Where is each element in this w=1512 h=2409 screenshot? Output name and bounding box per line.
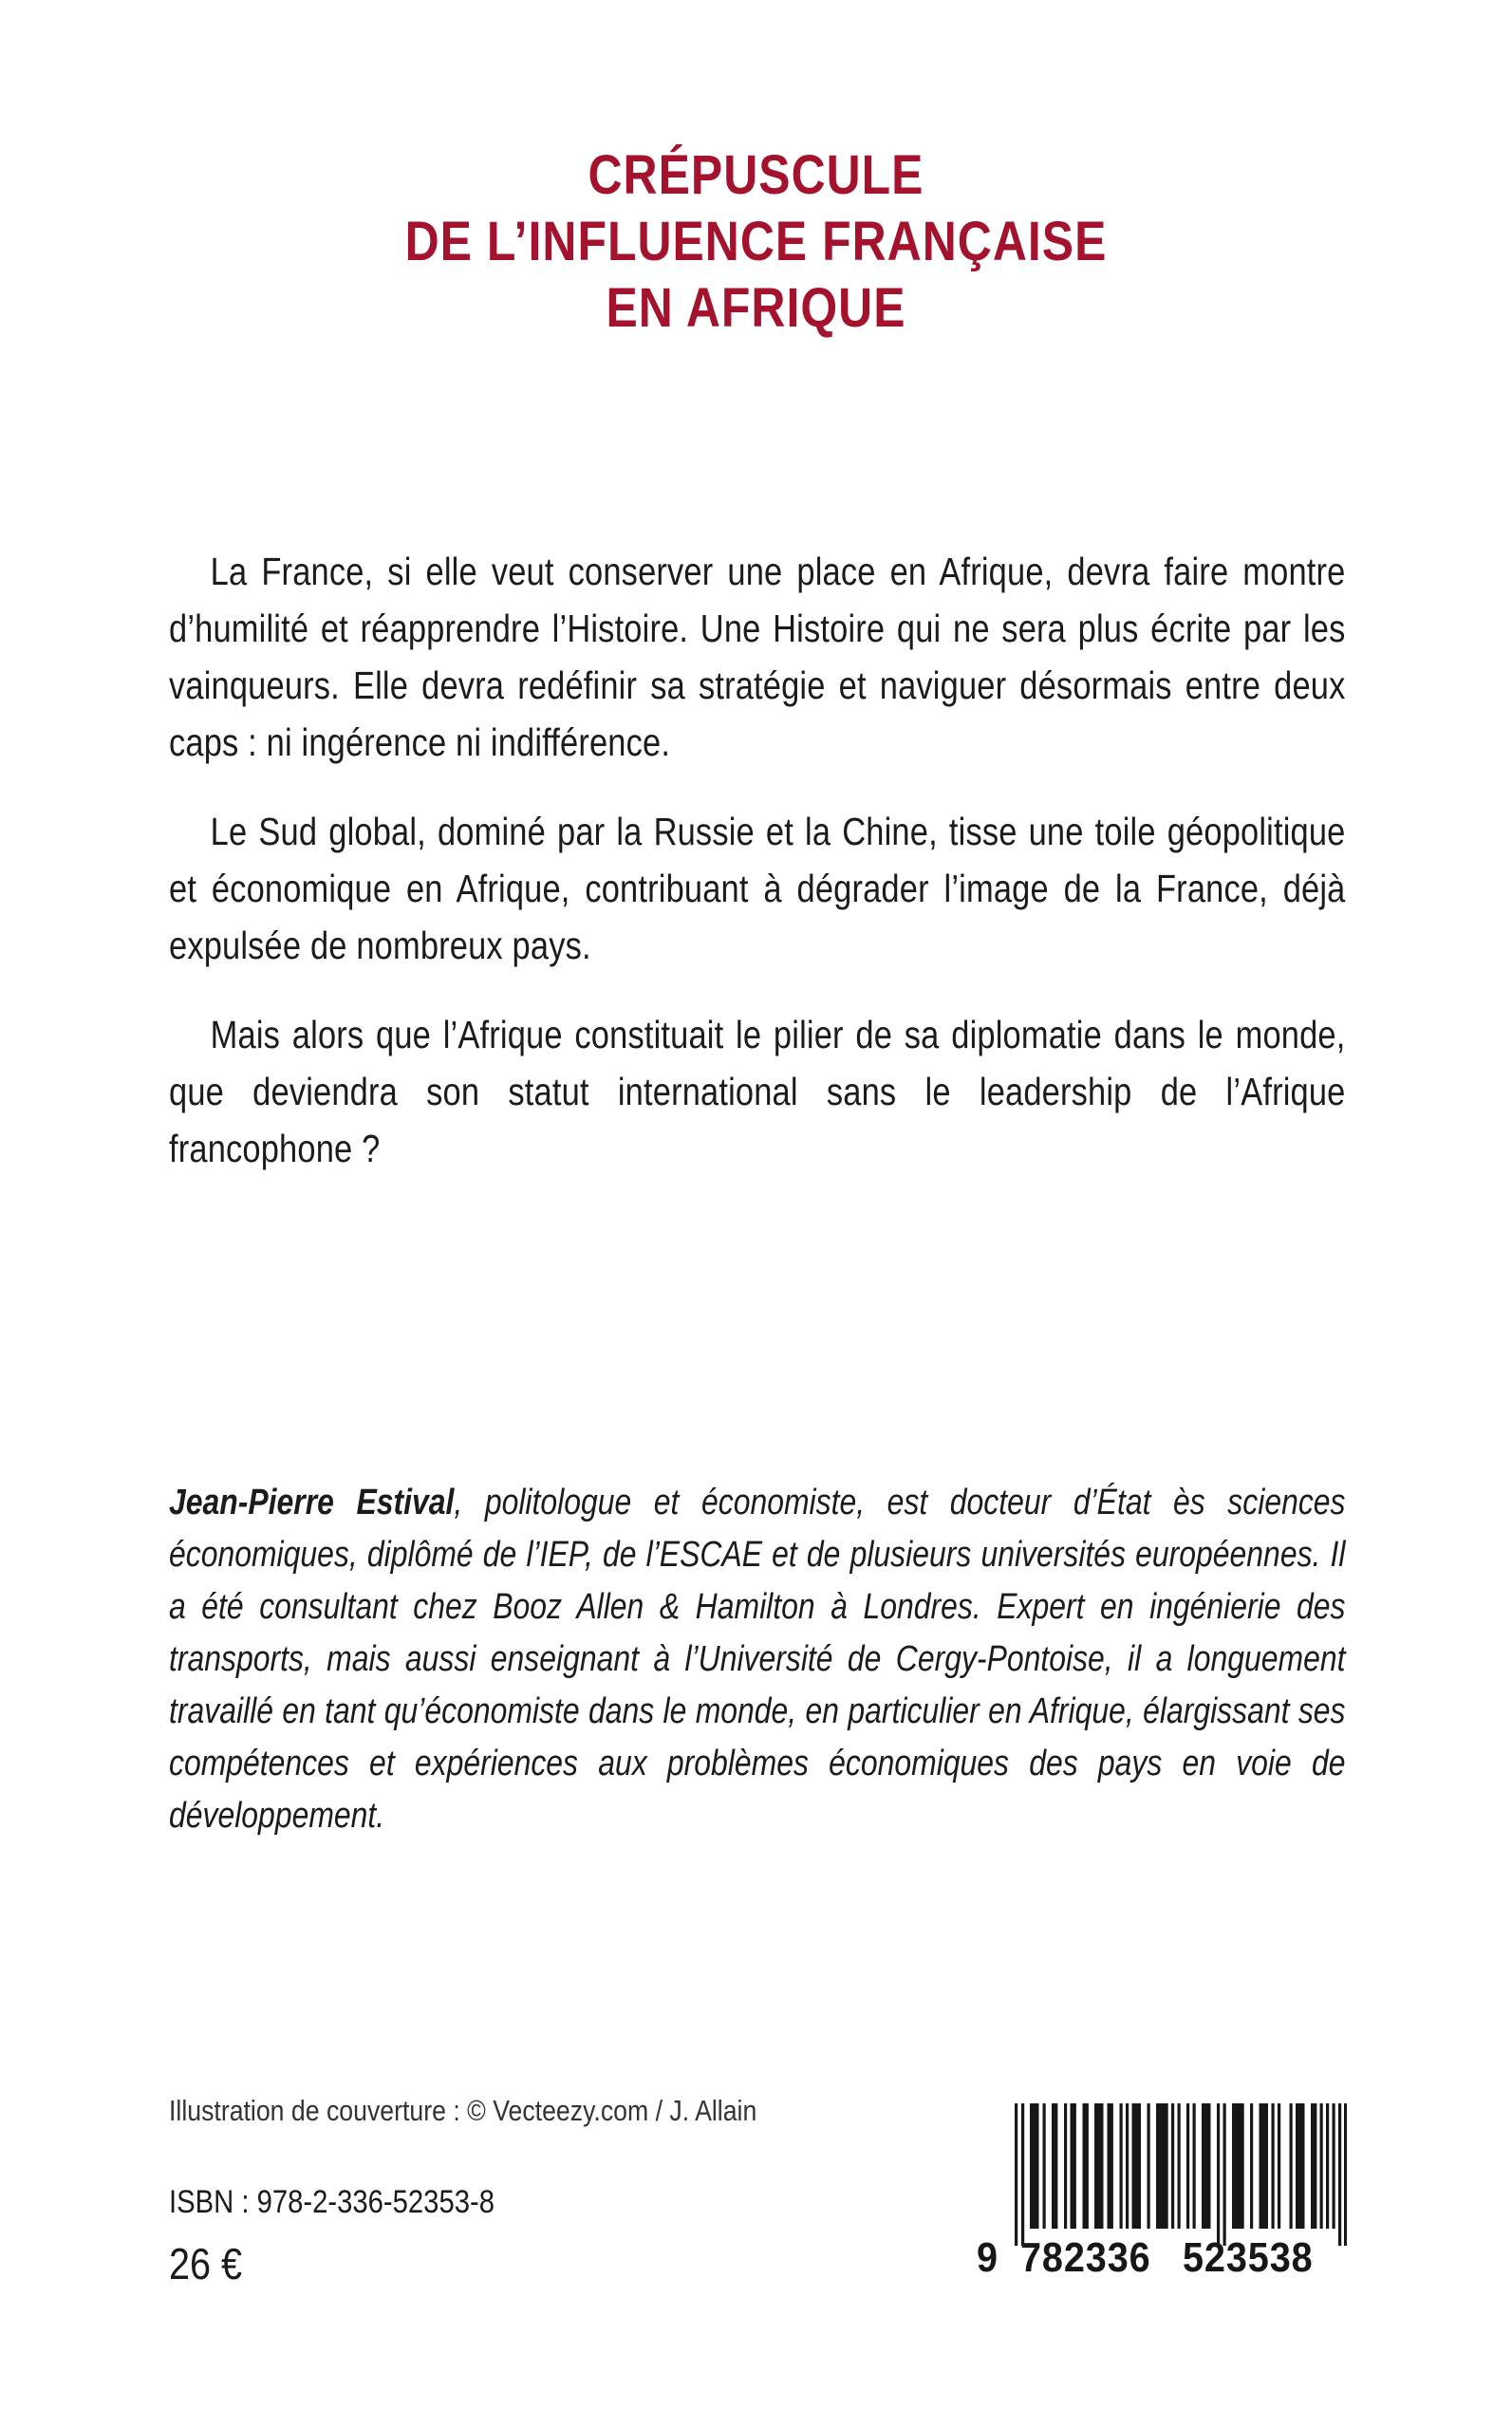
title-line-3: EN AFRIQUE (606, 277, 906, 339)
barcode-left-group: 782336 (1020, 2234, 1151, 2281)
price-label: 26 € (169, 2239, 242, 2288)
book-title (0, 142, 1512, 342)
blurb-paragraph-2: Le Sud global, dominé par la Russie et la Chine, tisse une toile géopolitique et économique en Afrique, contribuant à dégrader l’image de la France, déjà expulsée de nombreux pays. (169, 810, 1346, 967)
author-bio-text: , politologue et économiste, est docteur d’État ès sciences économiques, diplômé de l’IEP, de l’ESCAE et de plusieurs universités européennes. Il a été consultant chez Booz Allen & Hamilton à Londres. Expert en ingénierie des transports, mais aussi enseignant à l’Université de Cergy-Pontoise, il a longuement travaillé en tant qu’économiste dans le monde, en particulier en Afrique, élargissant ses compétences et expériences aux problèmes économiques des pays en voie de développement. (169, 1483, 1346, 1836)
cover-credit: Illustration de couverture : © Vecteezy.com / J. Allain (169, 2094, 757, 2127)
blurb-paragraph-3: Mais alors que l’Afrique constituait le pilier de sa diplomatie dans le monde, que deviendra son statut international sans le leadership de l’Afrique francophone ? (169, 1013, 1346, 1170)
author-bio (169, 1477, 1345, 1842)
isbn-label: ISBN : 978-2-336-52353-8 (169, 2184, 495, 2220)
title-line-1: CRÉPUSCULE (588, 144, 924, 206)
blurb-text (169, 543, 1346, 1177)
blurb-paragraph-1: La France, si elle veut conserver une place en Afrique, devra faire montre d’humilité et réapprendre l’Histoire. Une Histoire qui ne sera plus écrite par les vainqueurs. Elle devra redéfinir sa stratégie et naviguer désormais entre deux caps : ni ingérence ni indifférence. (169, 550, 1346, 764)
author-bio-block (169, 1477, 1346, 1842)
barcode-digits (977, 2236, 1347, 2282)
ean13-barcode (977, 2103, 1347, 2284)
barcode-right-group: 523538 (1183, 2234, 1314, 2281)
barcode-lead-digit: 9 (977, 2234, 999, 2281)
title-line-2: DE L’INFLUENCE FRANÇAISE (404, 211, 1108, 272)
footer-left (169, 2093, 890, 2290)
author-name: Jean-Pierre Estival (169, 1483, 455, 1522)
barcode-bars-icon (977, 2103, 1347, 2255)
